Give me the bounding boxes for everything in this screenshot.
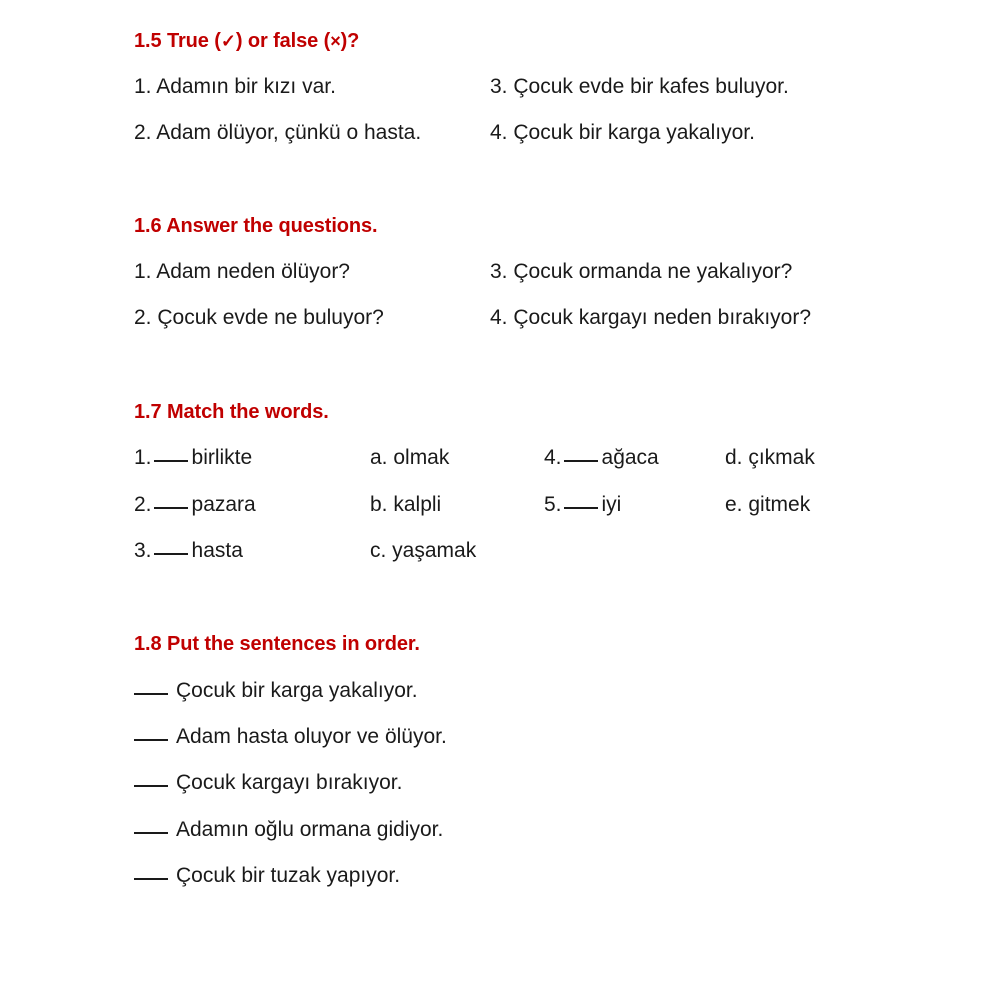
match-word: pazara — [191, 493, 256, 516]
match-item — [134, 447, 252, 468]
match-word: ağaca — [601, 446, 659, 469]
match-number: 2. — [134, 493, 152, 516]
answer-blank[interactable] — [564, 460, 598, 462]
order-sentence: Çocuk kargayı bırakıyor. — [176, 771, 403, 794]
order-item — [134, 819, 443, 840]
check-icon: ✓ — [220, 31, 236, 51]
match-option: e. gitmek — [725, 493, 811, 516]
exercise-item: 4. Çocuk bir karga yakalıyor. — [490, 121, 755, 144]
match-word: birlikte — [191, 446, 253, 469]
answer-blank[interactable] — [134, 878, 168, 880]
answer-blank[interactable] — [154, 507, 188, 509]
answer-blank[interactable] — [134, 785, 168, 787]
order-item — [134, 865, 400, 886]
match-word: iyi — [601, 493, 622, 516]
answer-blank[interactable] — [564, 507, 598, 509]
section-heading-1-5 — [134, 30, 359, 53]
match-word: hasta — [191, 539, 243, 562]
answer-blank[interactable] — [134, 693, 168, 695]
order-item — [134, 726, 447, 747]
match-option: d. çıkmak — [725, 446, 815, 469]
match-number: 5. — [544, 493, 562, 516]
order-item — [134, 772, 402, 793]
exercise-item: 3. Çocuk evde bir kafes buluyor. — [490, 75, 789, 98]
exercise-item: 4. Çocuk kargayı neden bırakıyor? — [490, 306, 812, 329]
exercise-item: 2. Adam ölüyor, çünkü o hasta. — [134, 121, 422, 144]
match-option: b. kalpli — [370, 493, 442, 516]
section-heading-1-6: 1.6 Answer the questions. — [134, 215, 378, 237]
order-sentence: Adam hasta oluyor ve ölüyor. — [176, 725, 447, 748]
answer-blank[interactable] — [154, 553, 188, 555]
match-number: 3. — [134, 539, 152, 562]
match-option: a. olmak — [370, 446, 450, 469]
order-sentence: Adamın oğlu ormana gidiyor. — [176, 818, 444, 841]
exercise-item: 1. Adamın bir kızı var. — [134, 75, 336, 98]
match-item — [134, 540, 243, 561]
section-heading-1-5-suffix: )? — [340, 30, 360, 52]
answer-blank[interactable] — [134, 832, 168, 834]
match-item — [544, 447, 659, 468]
order-item — [134, 680, 418, 701]
answer-blank[interactable] — [154, 460, 188, 462]
match-number: 1. — [134, 446, 152, 469]
match-number: 4. — [544, 446, 562, 469]
order-sentence: Çocuk bir karga yakalıyor. — [176, 679, 418, 702]
section-heading-1-5-middle: ) or false ( — [235, 30, 331, 52]
exercise-item: 3. Çocuk ormanda ne yakalıyor? — [490, 260, 793, 283]
order-sentence: Çocuk bir tuzak yapıyor. — [176, 864, 401, 887]
section-heading-1-7: 1.7 Match the words. — [134, 401, 329, 423]
cross-icon: × — [330, 31, 341, 51]
exercise-item: 1. Adam neden ölüyor? — [134, 260, 350, 283]
match-item — [134, 494, 256, 515]
section-heading-1-5-prefix: 1.5 True ( — [134, 30, 221, 52]
match-option: c. yaşamak — [370, 539, 477, 562]
section-heading-1-8: 1.8 Put the sentences in order. — [134, 633, 420, 655]
exercise-item: 2. Çocuk evde ne buluyor? — [134, 306, 384, 329]
answer-blank[interactable] — [134, 739, 168, 741]
match-item — [544, 494, 621, 515]
